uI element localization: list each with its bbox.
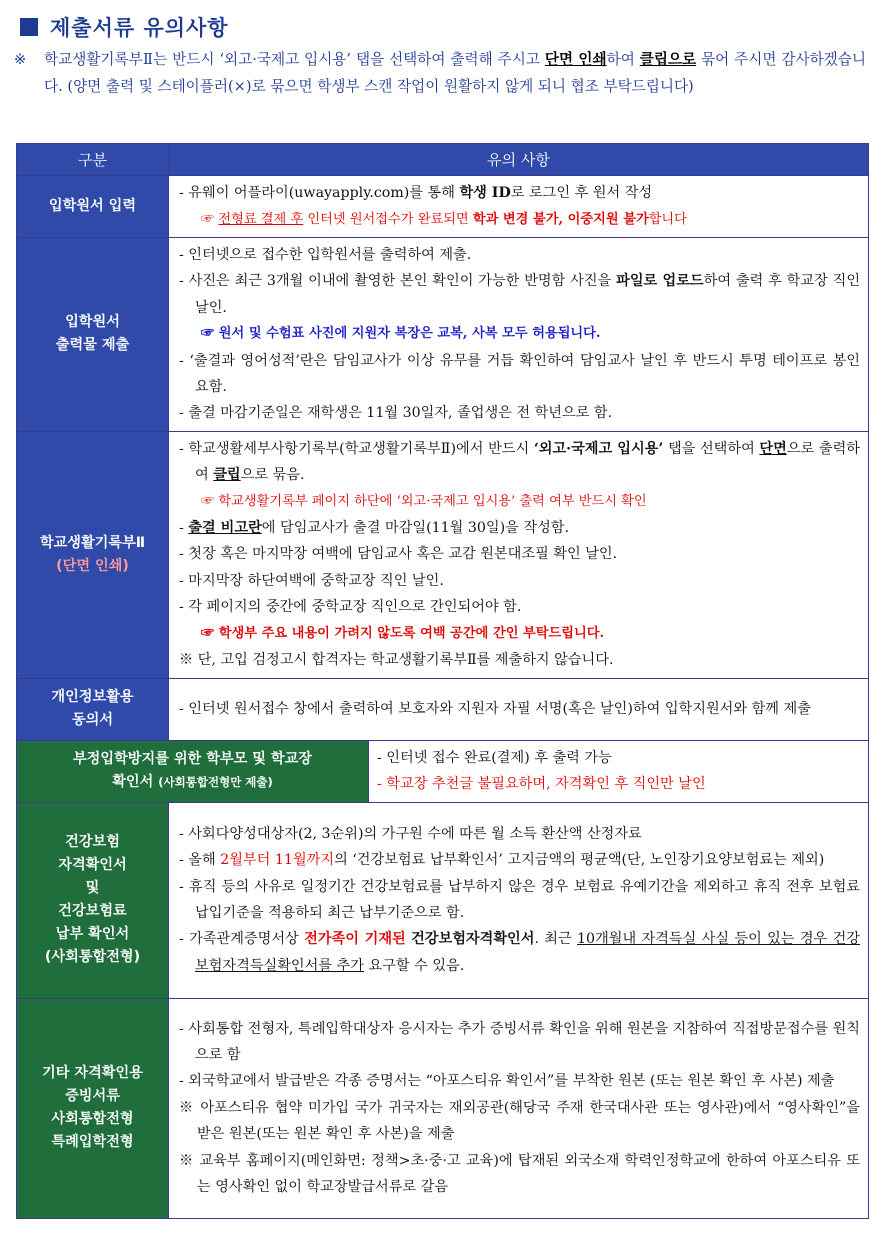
category-application-input: 입학원서 입력 <box>17 176 169 238</box>
row-body: - 인터넷 원서접수 창에서 출력하여 보호자와 지원자 자필 서명(혹은 날인)하여 입학지원서와 함께 제출 <box>169 678 869 740</box>
notice-paragraph <box>14 46 866 100</box>
row-body: - 유웨이 어플라이(uwayapply.com)를 통해 학생 ID로 로그인 후 원서 작성 ☞ 전형료 결제 후 인터넷 원서접수가 완료되면 학과 변경 불가, 이중지원 불가합니다 <box>169 176 869 238</box>
notice-emphasis-clip: 클립으로 <box>639 51 697 68</box>
table-row <box>17 998 869 1218</box>
note-line: ☞ 전형료 결제 후 인터넷 원서접수가 완료되면 학과 변경 불가, 이중지원 불가합니다 <box>201 211 687 227</box>
table-row <box>17 238 869 432</box>
note-line: ☞ 원서 및 수험표 사진에 지원자 복장은 교복, 사복 모두 허용됩니다. <box>201 326 601 342</box>
category-application-printout: 입학원서 출력물 제출 <box>17 238 169 432</box>
table-row <box>17 431 869 678</box>
table-row <box>17 678 869 740</box>
category-school-record: 학교생활기록부Ⅱ (단면 인쇄) <box>17 431 169 678</box>
square-bullet-icon <box>20 18 38 36</box>
header-category: 구분 <box>17 144 169 176</box>
header-notes: 유의 사항 <box>169 144 869 176</box>
row-body: - 인터넷 접수 완료(결제) 후 출력 가능 - 학교장 추천글 불필요하며, 자격확인 후 직인만 날인 <box>369 740 869 802</box>
notice-emphasis-single-sided: 단면 인쇄 <box>544 51 607 68</box>
row-body: - 사회다양성대상자(2, 3순위)의 가구원 수에 따른 월 소득 환산액 산정자료 - 올해 2월부터 11월까지의 ‘건강보험료 납부확인서’ 고지금액의 평균액(단, 노인장기요양보험료는 제외) - 휴직 등의 사유로 일정기간 건강보험료를 납부하지 않은 경우 보험료 유예기간을 제외하고 휴직 전후 보험료 납입기준을 적용하되 최근 납부기준으로 함. - 가족관계증명서상 전가족이 기재된 건강보험자격확인서. 최근 10개월내 자격득실 사실 등이 있는 경우 건강보험자격득실확인서를 추가 요구할 수 있음. <box>169 802 869 998</box>
category-other-documents: 기타 자격확인용 증빙서류 사회통합전형 특례입학전형 <box>17 998 169 1218</box>
note-line: ☞ 학생부 주요 내용이 가려지 않도록 여백 공간에 간인 부탁드립니다. <box>201 625 605 641</box>
section-title <box>20 12 229 42</box>
category-privacy-consent: 개인정보활용 동의서 <box>17 678 169 740</box>
reference-mark-icon: ※ <box>14 51 27 68</box>
row-body: - 인터넷으로 접수한 입학원서를 출력하여 제출. - 사진은 최근 3개월 이내에 촬영한 본인 확인이 가능한 반명함 사진을 파일로 업로드하여 출력 후 학교장 직인 날인. ☞ 원서 및 수험표 사진에 지원자 복장은 교복, 사복 모두 허용됩니다. - ‘출결과 영어성적’란은 담임교사가 이상 유무를 거듭 확인하여 담임교사 날인 후 반드시 투명 테이프로 봉인 요함. - 출결 마감기준일은 재학생은 11월 30일자, 졸업생은 전 학년으로 함. <box>169 238 869 432</box>
row-body: - 학교생활세부사항기록부(학교생활기록부Ⅱ)에서 반드시 ‘외고·국제고 입시용’ 탭을 선택하여 단면으로 출력하여 클립으로 묶음. ☞ 학교생활기록부 페이지 하단에 ‘외고·국제고 입시용’ 출력 여부 반드시 확인 - 출결 비고란에 담임교사가 출결 마감일(11월 30일)을 작성함. - 첫장 혹은 마지막장 여백에 담임교사 혹은 교감 원본대조필 확인 날인. - 마지막장 하단여백에 중학교장 직인 날인. - 각 페이지의 중간에 중학교장 직인으로 간인되어야 함. ☞ 학생부 주요 내용이 가려지 않도록 여백 공간에 간인 부탁드립니다. ※ 단, 고입 검정고시 합격자는 학교생활기록부Ⅱ를 제출하지 않습니다. <box>169 431 869 678</box>
category-confirmation-form: 부정입학방지를 위한 학부모 및 학교장 확인서 (사회통합전형만 제출) <box>17 740 369 802</box>
table-row <box>17 802 869 998</box>
notice-text: 하여 <box>606 51 640 68</box>
table-row <box>17 740 869 802</box>
notice-text: 학교생활기록부Ⅱ는 반드시 ‘외고·국제고 입시용’ 탭을 선택하여 출력해 주시고 <box>44 51 545 68</box>
table-header-row <box>17 144 869 176</box>
page-title: 제출서류 유의사항 <box>50 16 229 40</box>
notice-text: 묶어 주시면 감사하겠습니다. (양면 출력 및 스테이플러(×)로 묶으면 학생부 스캔 작업이 원활하지 않게 되니 협조 부탁드립니다) <box>44 51 866 95</box>
requirements-table <box>16 143 869 1219</box>
category-health-insurance: 건강보험 자격확인서 및 건강보험료 납부 확인서 (사회통합전형) <box>17 802 169 998</box>
table-row <box>17 176 869 238</box>
row-body: - 사회통합 전형자, 특례입학대상자 응시자는 추가 증빙서류 확인을 위해 원본을 지참하여 직접방문접수를 원칙으로 함 - 외국학교에서 발급받은 각종 증명서는 “아포스티유 확인서”를 부착한 원본 (또는 원본 확인 후 사본) 제출 ※ 아포스티유 협약 미가입 국가 귀국자는 재외공관(해당국 주재 한국대사관 또는 영사관)에서 “영사확인”을 받은 원본(또는 원본 확인 후 사본)을 제출 ※ 교육부 홈페이지(메인화면: 정책>초·중·고 교육)에 탑재된 외국소재 학력인정학교에 한하여 아포스티유 또는 영사확인 없이 학교장발급서류로 갈음 <box>169 998 869 1218</box>
note-line: ☞ 학교생활기록부 페이지 하단에 ‘외고·국제고 입시용’ 출력 여부 반드시 확인 <box>201 493 647 509</box>
pointing-hand-icon: ☞ <box>201 211 219 227</box>
